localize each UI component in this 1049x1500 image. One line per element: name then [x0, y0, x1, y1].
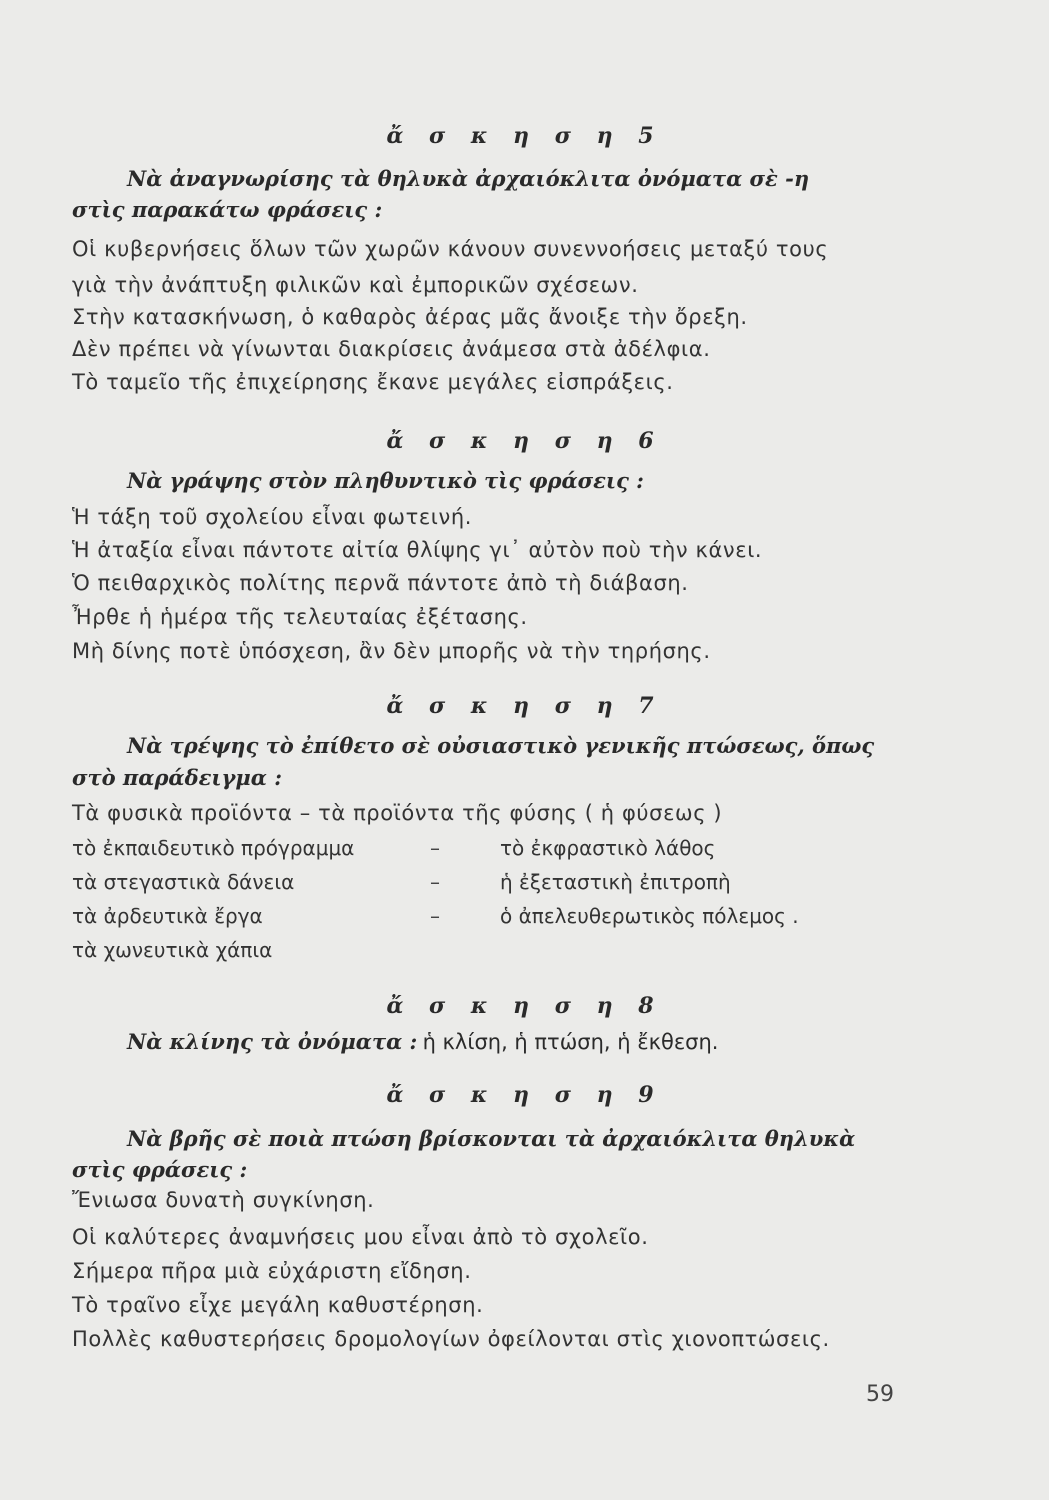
exercise-7-right-item-1: τὸ ἐκφραστικὸ λάθος — [500, 836, 716, 860]
exercise-9-line-5: Πολλὲς καθυστερήσεις δρομολογίων ὀφείλονται στὶς χιονοπτώσεις. — [72, 1327, 830, 1351]
exercise-7-left-item-1: τὸ ἐκπαιδευτικὸ πρόγραμμα — [72, 836, 355, 860]
exercise-8-instruction-words: ἡ κλίση, ἡ πτώση, ἡ ἔκθεση. — [422, 1030, 719, 1054]
exercise-5-line-5: Τὸ ταμεῖο τῆς ἐπιχείρησης ἔκανε μεγάλες εἰσπράξεις. — [72, 370, 674, 394]
exercise-5-line-4: Δὲν πρέπει νὰ γίνωνται διακρίσεις ἀνάμεσα στὰ ἀδέλφια. — [72, 337, 711, 361]
exercise-6-heading: ἄ σ κ η σ η 6 — [386, 428, 663, 454]
exercise-5-heading: ἄ σ κ η σ η 5 — [386, 123, 663, 149]
exercise-8-instruction-bold: Νὰ κλίνης τὰ ὀνόματα : — [127, 1029, 418, 1054]
exercise-9-line-4: Τὸ τραῖνο εἶχε μεγάλη καθυστέρηση. — [72, 1293, 484, 1317]
exercise-7-dash-3: – — [430, 904, 440, 928]
exercise-7-dash-2: – — [430, 870, 440, 894]
exercise-7-dash-1: – — [430, 836, 440, 860]
exercise-7-example: Τὰ φυσικὰ προϊόντα – τὰ προϊόντα τῆς φύσης ( ἡ φύσεως ) — [72, 801, 723, 825]
exercise-7-right-item-2: ἡ ἐξεταστικὴ ἐπιτροπὴ — [500, 870, 731, 894]
exercise-6-line-5: Μὴ δίνης ποτὲ ὑπόσχεση, ἂν δὲν μπορῆς νὰ τὴν τηρήσης. — [72, 639, 711, 663]
exercise-9-line-1: Ἔνιωσα δυνατὴ συγκίνηση. — [72, 1188, 375, 1212]
exercise-5-instruction-1: Νὰ ἀναγνωρίσης τὰ θηλυκὰ ἀρχαιόκλιτα ὀνόματα σὲ -η — [127, 166, 810, 191]
exercise-7-left-item-2: τὰ στεγαστικὰ δάνεια — [72, 870, 295, 894]
exercise-7-left-item-4: τὰ χωνευτικὰ χάπια — [72, 938, 273, 962]
exercise-7-instruction-1: Νὰ τρέψης τὸ ἐπίθετο σὲ οὐσιαστικὸ γενικῆς πτώσεως, ὅπως — [127, 733, 875, 758]
exercise-9-instruction-1: Νὰ βρῆς σὲ ποιὰ πτώση βρίσκονται τὰ ἀρχαιόκλιτα θηλυκὰ — [127, 1126, 856, 1151]
exercise-7-right-item-3: ὁ ἀπελευθερωτικὸς πόλεμος . — [500, 904, 799, 928]
exercise-5-instruction-2: στὶς παρακάτω φράσεις : — [72, 197, 383, 222]
exercise-9-instruction-2: στὶς φράσεις : — [72, 1157, 248, 1182]
exercise-7-heading: ἄ σ κ η σ η 7 — [386, 693, 663, 719]
exercise-9-line-3: Σήμερα πῆρα μιὰ εὐχάριστη εἴδηση. — [72, 1259, 472, 1283]
page-number: 59 — [866, 1382, 894, 1407]
exercise-6-instruction: Νὰ γράψης στὸν πληθυντικὸ τὶς φράσεις : — [127, 468, 644, 493]
exercise-5-line-3: Στὴν κατασκήνωση, ὁ καθαρὸς ἀέρας μᾶς ἄνοιξε τὴν ὄρεξη. — [72, 305, 748, 329]
exercise-8-instruction — [127, 1029, 718, 1055]
exercise-8-heading: ἄ σ κ η σ η 8 — [386, 993, 663, 1019]
exercise-6-line-2: Ἡ ἀταξία εἶναι πάντοτε αἰτία θλίψης γι᾿ αὐτὸν ποὺ τὴν κάνει. — [72, 538, 763, 562]
exercise-6-line-4: Ἦρθε ἡ ἡμέρα τῆς τελευταίας ἐξέτασης. — [72, 605, 528, 629]
exercise-9-line-2: Οἱ καλύτερες ἀναμνήσεις μου εἶναι ἀπὸ τὸ σχολεῖο. — [72, 1225, 649, 1249]
exercise-6-line-3: Ὁ πειθαρχικὸς πολίτης περνᾶ πάντοτε ἀπὸ τὴ διάβαση. — [72, 571, 689, 595]
exercise-9-heading: ἄ σ κ η σ η 9 — [386, 1082, 663, 1108]
exercise-5-line-1: Οἱ κυβερνήσεις ὅλων τῶν χωρῶν κάνουν συνεννοήσεις μεταξύ τους — [72, 237, 829, 261]
exercise-5-line-2: γιὰ τὴν ἀνάπτυξη φιλικῶν καὶ ἐμπορικῶν σχέσεων. — [72, 273, 639, 297]
exercise-7-left-item-3: τὰ ἀρδευτικὰ ἔργα — [72, 904, 263, 928]
exercise-6-line-1: Ἡ τάξη τοῦ σχολείου εἶναι φωτεινή. — [72, 505, 473, 529]
exercise-7-instruction-2: στὸ παράδειγμα : — [72, 765, 282, 790]
